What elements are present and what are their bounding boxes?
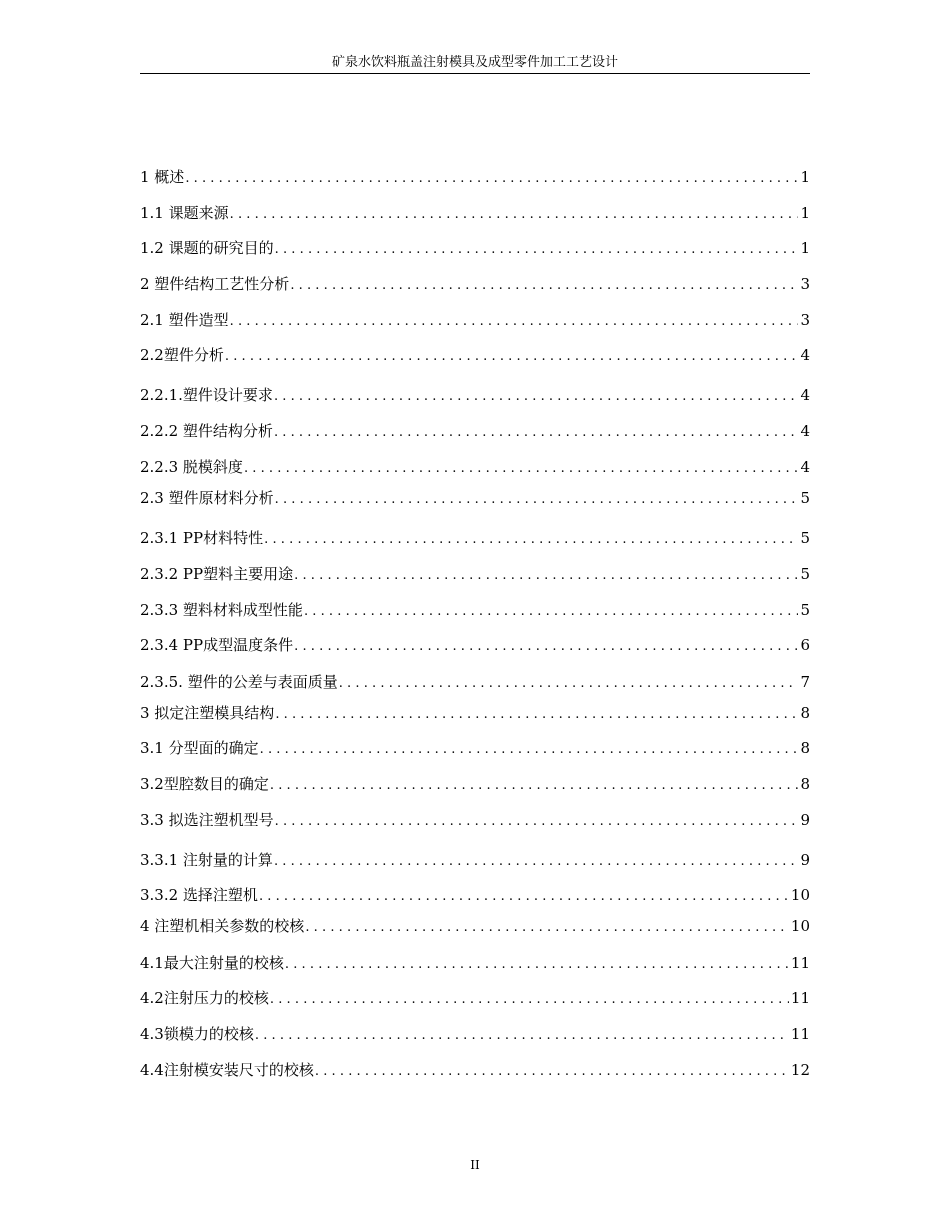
toc-leader-dots [273,386,799,406]
toc-entry-page: 5 [800,489,810,507]
toc-entry[interactable] [140,599,810,621]
toc-entry-label: 2.3.2 PP塑料主要用途 [140,565,294,583]
toc-entry-label: 2.2.3 脱模斜度 [140,458,243,476]
toc-entry-page: 11 [790,1025,810,1043]
toc-leader-dots [229,204,799,224]
toc-entry-label: 2.3 塑件原材料分析 [140,489,274,507]
toc-entry[interactable] [140,384,810,406]
toc-leader-dots [273,422,799,442]
toc-entry[interactable] [140,309,810,331]
toc-entry-page: 5 [800,601,810,619]
toc-entry-label: 1.2 课题的研究目的 [140,239,274,257]
toc-entry-label: 3.3.2 选择注塑机 [140,886,258,904]
toc-leader-dots [293,565,798,585]
toc-entry-page: 3 [800,275,810,293]
toc-entry[interactable] [140,273,810,295]
toc-entry[interactable] [140,527,810,549]
toc-entry-label: 4.1最大注射量的校核 [140,954,284,972]
toc-entry-page: 11 [790,989,810,1007]
toc-entry-label: 4.2注射压力的校核 [140,989,269,1007]
toc-entry[interactable] [140,1023,810,1045]
toc-entry-page: 9 [800,851,810,869]
toc-entry-label: 2.1 塑件造型 [140,311,229,329]
toc-entry-label: 3.3.1 注射量的计算 [140,851,273,869]
toc-entry[interactable] [140,237,810,259]
toc-leader-dots [224,346,799,366]
toc-entry[interactable] [140,884,810,906]
toc-entry-page: 5 [800,565,810,583]
toc-entry-page: 4 [800,386,810,404]
toc-entry[interactable] [140,456,810,478]
running-header: 矿泉水饮料瓶盖注射模具及成型零件加工工艺设计 [331,55,618,70]
toc-entry-label: 3 拟定注塑模具结构 [140,704,275,722]
toc-leader-dots [263,529,798,549]
toc-leader-dots [274,704,798,724]
toc-leader-dots [229,311,799,331]
toc-entry-label: 2.2.1.塑件设计要求 [140,386,273,404]
toc-entry-page: 6 [800,636,810,654]
toc-entry-page: 12 [790,1061,810,1079]
toc-entry-page: 4 [800,458,810,476]
toc-entry-label: 2 塑件结构工艺性分析 [140,275,290,293]
toc-entry-label: 2.2塑件分析 [140,346,224,364]
toc-leader-dots [184,168,798,188]
toc-entry[interactable] [140,563,810,585]
toc-leader-dots [243,458,799,478]
toc-entry-page: 10 [790,917,810,935]
toc-entry-page: 8 [800,775,810,793]
toc-leader-dots [259,739,799,759]
toc-entry[interactable] [140,487,810,509]
toc-entry-label: 2.3.4 PP成型温度条件 [140,636,294,654]
toc-entry[interactable] [140,809,810,831]
toc-entry[interactable] [140,737,810,759]
toc-leader-dots [254,1025,789,1045]
toc-entry-page: 10 [790,886,810,904]
toc-leader-dots [303,601,799,621]
toc-leader-dots [269,775,799,795]
toc-entry-page: 3 [800,311,810,329]
toc-leader-dots [338,673,799,693]
toc-entry-label: 1.1 课题来源 [140,204,229,222]
toc-entry[interactable] [140,987,810,1009]
toc-entry-label: 1 概述 [140,168,185,186]
toc-entry[interactable] [140,166,810,188]
toc-leader-dots [289,275,798,295]
toc-entry[interactable] [140,1059,810,1081]
toc-entry-label: 2.3.3 塑料材料成型性能 [140,601,303,619]
toc-entry[interactable] [140,634,810,656]
toc-leader-dots [293,636,798,656]
header-rule [140,73,810,74]
toc-entry-label: 3.3 拟选注塑机型号 [140,811,274,829]
toc-leader-dots [269,989,789,1009]
toc-entry-page: 1 [800,204,810,222]
toc-entry-page: 5 [800,529,810,547]
toc-entry-page: 8 [800,739,810,757]
toc-entry-label: 3.2型腔数目的确定 [140,775,269,793]
toc-entry-page: 4 [800,346,810,364]
toc-leader-dots [284,954,789,974]
toc-entry-page: 9 [800,811,810,829]
toc-entry-label: 4.4注射模安装尺寸的校核 [140,1061,314,1079]
toc-entry-label: 2.3.1 PP材料特性 [140,529,264,547]
toc-leader-dots [273,851,799,871]
toc-leader-dots [274,489,799,509]
toc-entry-label: 4 注塑机相关参数的校核 [140,917,305,935]
toc-entry[interactable] [140,952,810,974]
toc-entry-page: 1 [800,168,810,186]
toc-entry-label: 2.2.2 塑件结构分析 [140,422,273,440]
toc-leader-dots [304,917,789,937]
toc-entry-label: 3.1 分型面的确定 [140,739,259,757]
toc-entry[interactable] [140,671,810,693]
toc-entry-label: 2.3.5. 塑件的公差与表面质量 [140,673,338,691]
toc-leader-dots [274,239,799,259]
toc-entry-page: 1 [800,239,810,257]
toc-entry[interactable] [140,773,810,795]
toc-entry[interactable] [140,420,810,442]
toc-entry[interactable] [140,849,810,871]
toc-entry-page: 8 [800,704,810,722]
toc-leader-dots [274,811,799,831]
toc-entry[interactable] [140,344,810,366]
toc-entry[interactable] [140,915,810,937]
toc-leader-dots [258,886,789,906]
toc-leader-dots [314,1061,789,1081]
toc-entry-label: 4.3锁模力的校核 [140,1025,254,1043]
toc-entry-page: 7 [800,673,810,691]
page-number: II [470,1158,480,1172]
toc-entry-page: 11 [790,954,810,972]
toc-entry-page: 4 [800,422,810,440]
toc-entry[interactable] [140,202,810,224]
toc-entry[interactable] [140,702,810,724]
